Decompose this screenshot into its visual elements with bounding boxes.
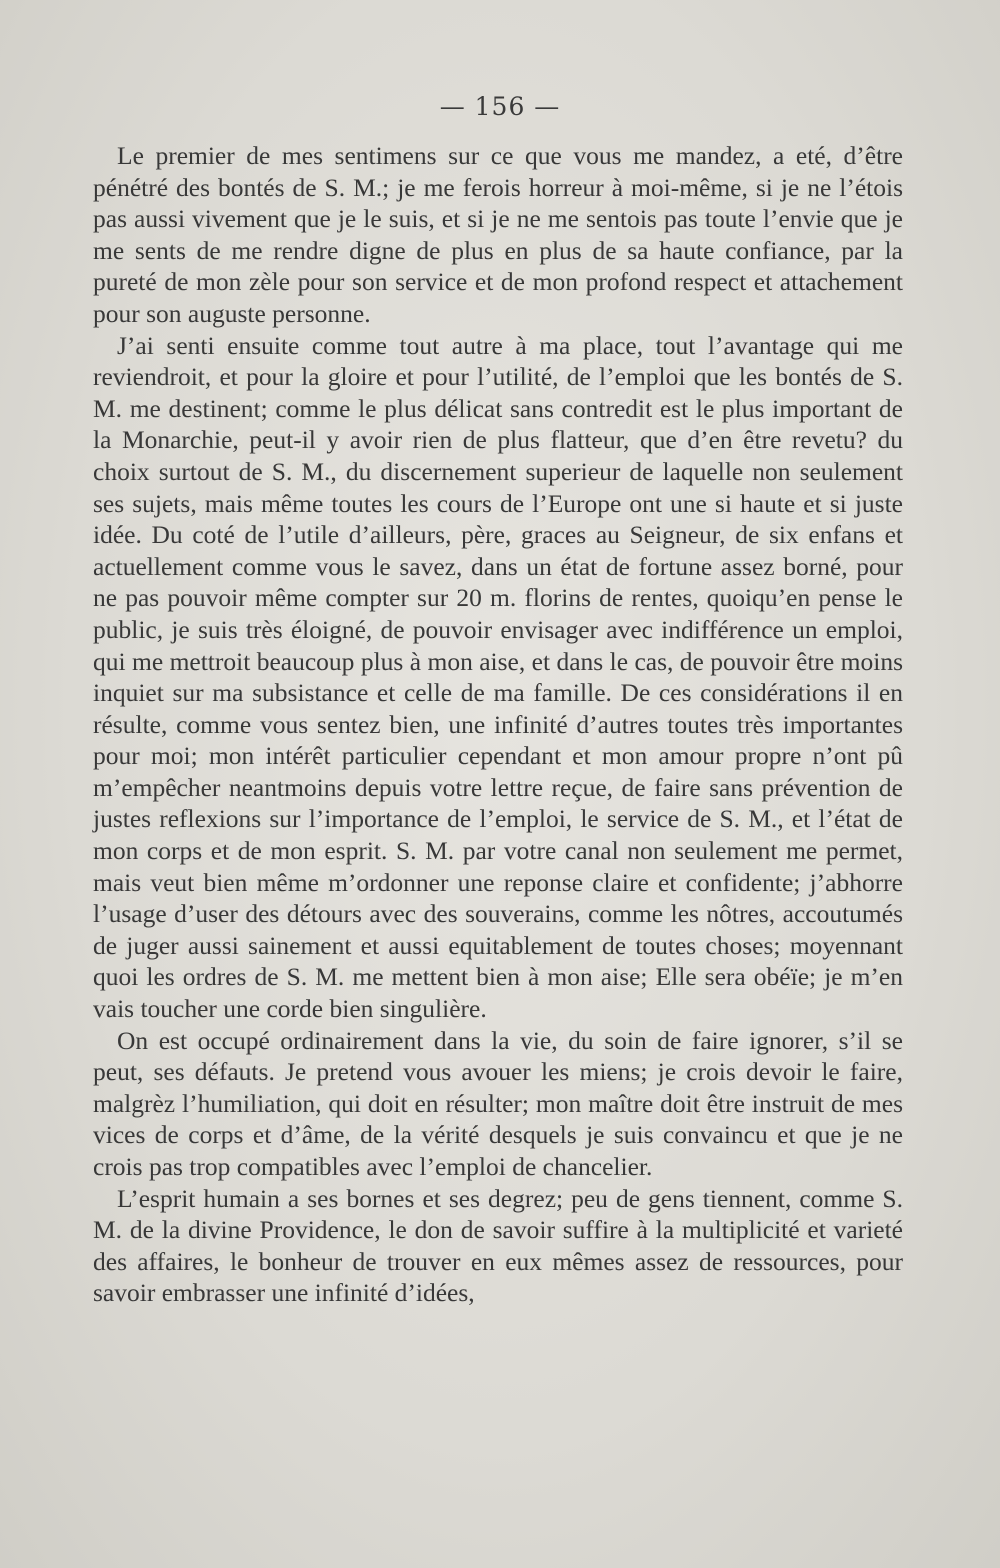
paragraph: Le premier de mes sentimens sur ce que vous me mandez, a eté, d’être pénétré des bontés de S. M.; je me ferois horreur à moi-même, si je ne l’étois pas aussi vivement que je le suis, et si je ne me sentois pas toute l’envie que je me sents de me rendre digne de plus en plus de sa haute confiance, par la pureté de mon zèle pour son service et de mon profond respect et attachement pour son auguste personne. — [93, 141, 903, 328]
page-number: — 156 — — [439, 92, 561, 121]
paragraph: On est occupé ordinairement dans la vie, du soin de faire ignorer, s’il se peut, ses défauts. Je pretend vous avouer les miens; je crois devoir le faire, malgrèz l’humiliation, qui doit en résulter; mon maître doit être instruit de mes vices de corps et d’âme, de la vérité desquels je suis convaincu et que je ne crois pas trop compatibles avec l’emploi de chancelier. — [93, 1025, 903, 1181]
paragraph: J’ai senti ensuite comme tout autre à ma place, tout l’avantage qui me reviendroit, et pour la gloire et pour l’utilité, de l’emploi que les bontés de S. M. me destinent; comme le plus délicat sans contredit est le plus important de la Monarchie, peut-il y avoir rien de plus flatteur, que d’en être revetu? du choix surtout de S. M., du discernement superieur de laquelle non seulement ses sujets, mais même toutes les cours de l’Europe ont une si haute et si juste idée. Du coté de l’utile d’ailleurs, père, graces au Seigneur, de six enfans et actuellement comme vous le savez, dans un état de fortune assez borné, pour ne pas pouvoir même compter sur 20 m. florins de rentes, quoiqu’en pense le public, je suis très éloigné, de pouvoir envisager avec indifférence un emploi, qui me mettroit beaucoup plus à mon aise, et dans le cas, de pouvoir être moins inquiet sur ma subsistance et celle de ma famille. De ces considérations il en résulte, comme vous sentez bien, une infinité d’autres toutes très importantes pour moi; mon intérêt particulier cependant et mon amour propre n’ont pû m’empêcher neantmoins depuis votre lettre reçue, de faire sans prévention de justes reflexions sur l’importance de l’emploi, le service de S. M., et l’état de mon corps et de mon esprit. S. M. par votre canal non seulement me permet, mais veut bien même m’ordonner une reponse claire et confidente; j’abhorre l’usage d’user des détours avec des souverains, comme les nôtres, accoutumés de juger aussi sainement et aussi equitablement de toutes choses; moyennant quoi les ordres de S. M. me mettent bien à mon aise; Elle sera obéïe; je m’en vais toucher une corde bien singulière. — [93, 330, 903, 1024]
body-text — [93, 140, 903, 1309]
paragraph: L’esprit humain a ses bornes et ses degrez; peu de gens tiennent, comme S. M. de la divine Providence, le don de savoir suffire à la multiplicité et varieté des affaires, le bonheur de trouver en eux mêmes assez de ressources, pour savoir embrasser une infinité d’idées, — [93, 1183, 903, 1308]
